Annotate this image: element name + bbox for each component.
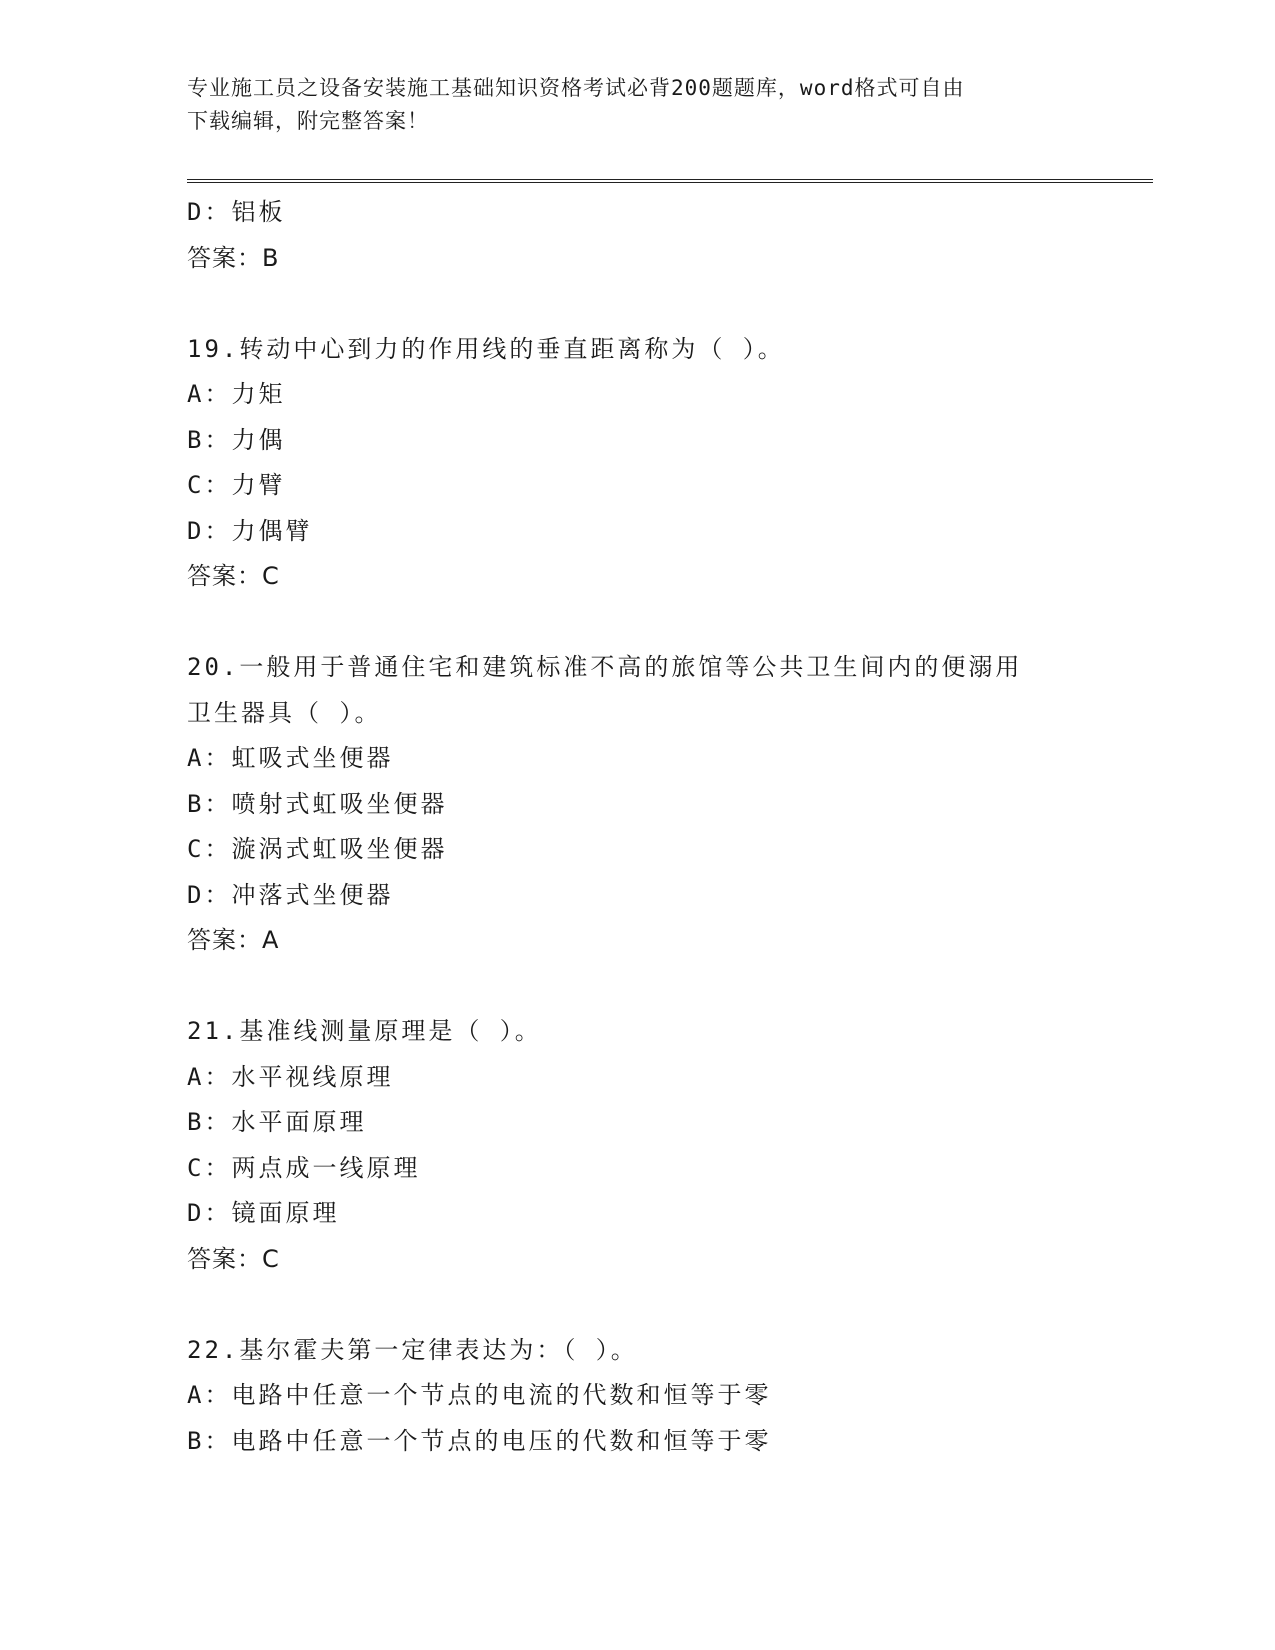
q20-option-d: D：冲落式坐便器	[187, 880, 394, 909]
q21-answer: 答案：C	[187, 1244, 280, 1273]
q21-option-b: B：水平面原理	[187, 1108, 367, 1136]
question-list	[187, 190, 1147, 1464]
q21-option-a: A：水平视线原理	[187, 1062, 394, 1091]
q19-option-b: B：力偶	[187, 425, 286, 454]
q22-question: 22.基尔霍夫第一定律表达为：（ ）。	[187, 1335, 638, 1364]
header-title-line-2: 下载编辑，附完整答案！	[187, 109, 429, 133]
q19-question: 19.转动中心到力的作用线的垂直距离称为（ ）。	[187, 334, 785, 363]
q21-option-d: D：镜面原理	[187, 1199, 340, 1227]
q20-answer: 答案：A	[187, 926, 280, 954]
page-header	[187, 72, 1087, 138]
q20-option-c: C：漩涡式虹吸坐便器	[187, 835, 448, 863]
q21-option-c: C：两点成一线原理	[187, 1153, 421, 1182]
spacer	[187, 1282, 1147, 1328]
q20-option-b: B：喷射式虹吸坐便器	[187, 789, 448, 818]
spacer	[187, 600, 1147, 646]
spacer	[187, 281, 1147, 327]
q20-question-line-2: 卫生器具（ ）。	[187, 698, 382, 727]
q19-option-d: D：力偶臂	[187, 516, 313, 545]
prev-answer: 答案：B	[187, 243, 280, 272]
spacer	[187, 964, 1147, 1010]
q19-option-c: C：力臂	[187, 471, 286, 499]
q19-option-a: A：力矩	[187, 380, 286, 408]
prev-option-d: D：铝板	[187, 198, 286, 226]
header-divider	[187, 179, 1153, 183]
q19-answer: 答案：C	[187, 562, 280, 590]
header-title-line-1: 专业施工员之设备安装施工基础知识资格考试必背200题题库，word格式可自由	[187, 76, 965, 100]
q21-question: 21.基准线测量原理是（ ）。	[187, 1017, 542, 1045]
q20-option-a: A：虹吸式坐便器	[187, 744, 394, 772]
q20-question-line-1: 20.一般用于普通住宅和建筑标准不高的旅馆等公共卫生间内的便溺用	[187, 653, 1023, 681]
q22-option-b: B：电路中任意一个节点的电压的代数和恒等于零	[187, 1426, 772, 1455]
q22-option-a: A：电路中任意一个节点的电流的代数和恒等于零	[187, 1381, 772, 1409]
